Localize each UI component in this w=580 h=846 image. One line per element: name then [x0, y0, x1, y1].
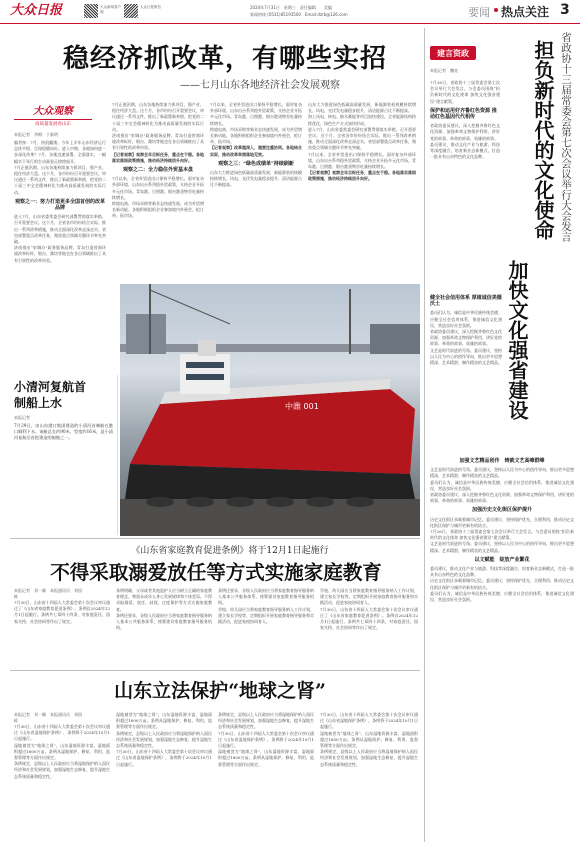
paragraph: 条例还要求，各级人民政府应当将家庭教育指导服务纳入基本公共服务体系，统筹建设家庭教育指导服务机构。	[218, 588, 314, 606]
paragraph: 条例还要求，各级人民政府应当将家庭教育指导服务纳入基本公共服务体系，统筹建设家庭教育指导服务机构。	[116, 612, 212, 631]
paragraph: 历史文化街区承载着城市记忆。委员建议，坚持保护优先、合理利用，推动历史文化街区保护与城市更新有机结合。	[430, 516, 574, 528]
lead-subhead: ——七月山东各地经济社会发展观察	[180, 80, 340, 91]
paragraph: 7月30日，山东省十四届人大常委会第十次会议审议通过《山东省湿地保护条例》，条例将于2024年10月1日起施行。	[116, 749, 212, 767]
law-byline: 本报记者 刘一颖 本报通讯员 刘国栋	[14, 588, 82, 599]
lead-column-3	[210, 102, 302, 282]
column-logo	[14, 102, 92, 126]
page-number: 3	[560, 2, 570, 18]
law-column-1	[14, 600, 110, 650]
app-label: 大众新闻客户端	[100, 5, 121, 14]
paragraph: 山东大力推进绿色低碳高质量发展，新能源装机规模持续增长，风电、光伏发电量稳步提升，清洁能源占比不断提高。	[308, 102, 416, 114]
earth-byline: 本报记者 刘一颖 本报通讯员 刘国栋	[14, 712, 82, 723]
paragraph: 文艺是时代前进的号角。委员建议，坚持以人民为中心的创作导向，推出更多思想精深、艺术精湛、制作精良的文艺精品。	[430, 467, 574, 479]
paragraph: 湿地被誉为“地球之肾”，山东湿地资源丰富，湿地面积超过1800万亩。条例从湿地保护、修复、利用、监督管理等方面作出规定。	[218, 749, 314, 767]
ship-byline: 本报记者	[14, 415, 30, 420]
law-column-4	[320, 588, 418, 650]
right-column-a	[430, 80, 500, 290]
quote: 【记者观察】观察全年目标任务，重点在于稳。各地落实落细政策措施，推动经济持续回升向好。	[112, 151, 204, 163]
subheading: 健全社会信用体系 厚植诚信美德沃土	[430, 295, 502, 308]
ship-illustration	[120, 284, 420, 536]
ship-hull-name: 中潍 001	[285, 402, 319, 411]
paragraph: 学校、幼儿园应当将家庭教育指导服务纳入工作计划，建立家长学校等，定期组织开展家庭教育指导服务和实践活动，促进家校协同育人。	[320, 588, 418, 606]
paragraph: 条例规定，县级以上人民政府应当将湿地保护纳入国民经济和社会发展规划，加强湿地生态修复，提升湿地生态系统质量和稳定性。	[218, 712, 314, 730]
paragraph: 文艺是时代前进的号角。委员建议，坚持以人民为中心的创作导向，推出更多思想精深、艺术精湛、制作精良的文艺精品。	[430, 541, 574, 553]
paragraph: 济南推出“泉城办”政务服务品牌，青岛打造营商环境改革标杆，烟台、潍坊等地也在各自领域推出了具有引领性的改革经验。	[14, 245, 106, 263]
paragraph: 条例规定，县级以上人民政府应当将湿地保护纳入国民经济和社会发展规划，加强湿地生态修复，提升湿地生态系统质量和稳定性。	[116, 730, 212, 749]
paragraph: 7月以来，全省外贸进出口保持平稳增长。面对复杂外部环境，山东出台系列稳外贸政策，支持企业开拓多元化市场。青岛港、日照港、烟台港货物吞吐量持续增长。	[308, 151, 416, 170]
paragraph: 7月正值汛期，山东各地持续加力抓项目、强产业，稳住经济大盘。这个月，各市纷纷召开重要会议，审议通过一系列文件，推出了新政策新举措，把党的二十届三中全会精神转化为推动高质量发展的实际行动。	[14, 164, 106, 195]
badge: 建言资政	[430, 46, 476, 60]
paragraph: 湿地被誉为“地球之肾”，山东湿地资源丰富，湿地面积超过1800万亩。条例从湿地保护、修复、利用、监督管理等方面作出规定。	[14, 742, 110, 761]
subheading: 保护和运用好齐鲁红色资源 推动红色基因代代相传	[430, 107, 497, 121]
ship-launch-photo	[120, 284, 420, 536]
divider	[10, 670, 420, 671]
observation-heading: 观察之一：努力打造更多全国首创的改革品牌	[14, 198, 105, 212]
logo: 大众日报	[10, 3, 63, 18]
lead-column-2	[112, 102, 204, 282]
column-logo-text: 大众观察	[33, 106, 73, 117]
lead-column-4	[308, 102, 416, 282]
contact-info: 新闻热线 (0531)85193500 Email:dzrb@126.com	[250, 12, 348, 17]
divider	[10, 538, 420, 539]
law-headline: 不得采取溺爱放任等方式实施家庭教育	[50, 561, 382, 584]
paragraph: 跨境电商、市场采购等新业态快速发展，成为外贸增长新动能。各地积极组织企业参加境内外展会，抢订单、拓市场。	[112, 201, 204, 219]
paragraph: 进入7月，山东省委常委会研究部署贯彻落实举措，召开重要会议。这个月，全省各市纷纷结合实际，推出一系列改革措施，推动全面深化改革走深走实。省里部署重点改革任务，聚焦重点领域关键环节率先突破。	[14, 214, 106, 245]
subheading: 加强文艺精品创作 铸就文艺高峰群峰	[459, 458, 545, 464]
earth-column-1	[14, 724, 110, 840]
paragraph: 7月26日，省政协十三届常委会第七次会议举行大会发言。与会委员围绕“担负新时代的文化使命 加快文化强省建设”建言献策。	[430, 80, 500, 104]
subheading: 加强历史文化街区保护提升	[471, 507, 532, 514]
law-column-3	[218, 588, 314, 650]
lead-headline: 稳经济抓改革，有哪些实招	[62, 44, 387, 74]
paragraph: 海上风电、核电、抽水蓄能等项目加快建设，全省能源结构持续优化，绿色生产方式加快形成。	[308, 114, 416, 126]
vertical-title-a: 省政协十三届常委会第七次会议举行大会发言	[560, 32, 572, 242]
paragraph: 湿地被誉为“地球之肾”，山东湿地资源丰富，湿地面积超过1800万亩。条例从湿地保护、修复、利用、监督管理等方面作出规定。	[116, 712, 212, 730]
paragraph: 历史文化街区承载着城市记忆。委员建议，坚持保护优先、合理利用，推动历史文化街区保护与城市更新有机结合。	[430, 578, 574, 590]
wechat-label: 大众日报微信	[140, 5, 161, 9]
paragraph: 省政协委员建议，深入挖掘齐鲁红色文化资源，加强革命文物保护利用，讲好党的故事、革命的故事、英雄的故事。	[430, 329, 502, 347]
right-byline: 本报记者 魏亮	[430, 68, 458, 73]
earth-column-3	[218, 712, 314, 840]
paragraph: 7月以来，全省外贸进出口保持平稳增长。面对复杂外部环境，山东出台系列稳外贸政策，支持企业开拓多元化市场。青岛港、日照港、烟台港货物吞吐量持续增长。	[210, 102, 302, 126]
quote: 【记者观察】观察全年目标任务，重点在于稳。各地落实落细政策措施，推动经济持续回升向好。	[308, 170, 416, 182]
ship-news-box	[10, 375, 118, 535]
column-divider	[424, 28, 425, 842]
subheading: 以文赋能 绽放产业繁花	[474, 556, 530, 563]
paragraph: 学校、幼儿园应当将家庭教育指导服务纳入工作计划，建立家长学校等，定期组织开展家庭教育指导服务和实践活动，促进家校协同育人。	[218, 606, 314, 625]
paragraph: 7月26日，省政协十三届常委会第七次会议举行大会发言。与会委员围绕“担负新时代的文化使命 加快文化强省建设”建言献策。	[430, 529, 574, 541]
paragraph: 湿地被誉为“地球之肾”，山东湿地资源丰富，湿地面积超过1800万亩。条例从湿地保护、修复、利用、监督管理等方面作出规定。	[320, 730, 418, 749]
ship-headline: 小清河复航首制船上水	[14, 380, 87, 410]
paragraph: 省政协委员建议，深入挖掘齐鲁红色文化资源，加强革命文物保护利用，讲好党的故事、革命的故事、英雄的故事。	[430, 492, 574, 504]
earth-column-4	[320, 712, 418, 840]
observation-heading: 观察之三：“绿色成绩单”持续刷新	[218, 160, 294, 167]
paragraph: 委员们认为，诚信是中华民族传统美德，应健全社会信用体系，推进诚信文化建设，营造良好社会氛围。	[430, 479, 574, 491]
section-divider	[494, 8, 498, 12]
masthead	[0, 0, 580, 24]
paragraph: 编者按：7月，热浪翻滚。今年上半年山东经济运行总体平稳、呈现稳健向好。进入中期，各地如何进一步深化改革？7月，各地迅速部署、全面落实，一幅幅实干笃行的生动画卷正徐徐展开。	[14, 140, 106, 164]
paragraph: 7月30日，山东省十四届人大常委会第十次会议审议通过《山东省湿地保护条例》，条例将于2024年10月1日起施行。	[218, 730, 314, 749]
paragraph: 山东大力推进绿色低碳高质量发展，新能源装机规模持续增长，风电、光伏发电量稳步提升，清洁能源占比不断提高。	[210, 170, 302, 188]
paragraph: 委员们认为，诚信是中华民族传统美德，应健全社会信用体系，推进诚信文化建设，营造良好社会氛围。	[430, 590, 574, 603]
paragraph: 7月正值汛期，山东各地持续加力抓项目、强产业，稳住经济大盘。这个月，各市纷纷召开重要会议，审议通过一系列文件，推出了新政策新举措，把党的二十届三中全会精神转化为推动高质量发展的实际行动。	[112, 102, 204, 132]
paragraph: 7月以来，全省外贸进出口保持平稳增长。面对复杂外部环境，山东出台系列稳外贸政策，支持企业开拓多元化市场。青岛港、日照港、烟台港货物吞吐量持续增长。	[112, 176, 204, 200]
lead-column-1	[14, 140, 106, 372]
right-column-c	[430, 455, 574, 840]
section-name: 要闻	[468, 6, 490, 19]
column-logo-sub: 高质量发展看山东	[14, 119, 92, 127]
law-column-2	[116, 588, 212, 650]
paragraph: 进入7月，山东省委常委会研究部署贯彻落实举措，召开重要会议。这个月，全省各市纷纷结合实际，推出一系列改革措施，推动全面深化改革走深走实。省里部署重点改革任务，聚焦重点领域关键环节率先突破。	[308, 126, 416, 151]
paragraph: 省政协委员建议，深入挖掘齐鲁红色文化资源，加强革命文物保护利用，讲好党的故事、革命的故事、英雄的故事。	[430, 123, 500, 141]
right-column-b	[430, 292, 502, 452]
paragraph: 7月30日，山东省十四届人大常委会第十次会议审议通过了《山东省家庭教育促进条例》。条例自2024年12月1日起施行。条例共七章四十四条，对家庭责任、国家支持、社会协同等作出了规定。	[320, 606, 418, 631]
paragraph: 济南推出“泉城办”政务服务品牌，青岛打造营商环境改革标杆，烟台、潍坊等地也在各自领域推出了具有引领性的改革经验。	[112, 133, 204, 151]
earth-column-2	[116, 712, 212, 840]
paragraph: 委员们认为，诚信是中华民族传统美德，应健全社会信用体系，推进诚信文化建设，营造良好社会氛围。	[430, 310, 502, 328]
ship-caption: 7月29日，由山东港口集团建造的小清河首制船在港口顺利下水。该船总长约90米，型宽约16米，是小清河复航后首批建造的船舶之一。	[14, 422, 113, 441]
qr-code-icon	[124, 4, 138, 18]
paragraph: 7月30日，山东省十四届人大常委会第十次会议审议通过《山东省湿地保护条例》，条例将于2024年10月1日起施行。	[320, 712, 418, 730]
paragraph: 条例明确，父母或者其他监护人应当树立正确的家庭教育理念，尊重未成年人身心发展规律和个体差异，不得采取溺爱、放任、歧视、过度保护等方式实施家庭教育。	[116, 588, 212, 612]
lead-byline: 本报记者 李梅 于新明	[14, 132, 58, 137]
paragraph: 委员建议，推动文化产业与旅游、科技等深度融合，培育新业态新模式，打造一批具有山东特色的文化品牌。	[430, 141, 500, 160]
observation-heading: 观察之二：全力稳住外贸基本盘	[122, 167, 193, 174]
paragraph: 文艺是时代前进的号角。委员建议，坚持以人民为中心的创作导向，推出更多思想精深、艺术精湛、制作精良的文艺精品。	[430, 347, 502, 366]
paragraph: 7月30日，山东省十四届人大常委会第十次会议审议通过了《山东省家庭教育促进条例》。条例自2024年12月1日起施行。条例共七章四十四条，对家庭责任、国家支持、社会协同等作出了规定。	[14, 600, 110, 624]
law-kicker: 《山东省家庭教育促进条例》将于12月1日起施行	[131, 546, 329, 556]
vertical-title-c: 加快文化强省建设	[505, 260, 529, 420]
paragraph: 7月30日，山东省十四届人大常委会第十次会议审议通过《山东省湿地保护条例》，条例将于2024年10月1日起施行。	[14, 724, 110, 742]
quote: 【记者观察】改革越深入，越要注重协同。各地结合实际，推动改革举措落地见效。	[210, 145, 302, 157]
issue-info: 2024年7月31日 星期三 责任编辑 美编	[250, 5, 332, 10]
qr-code-icon	[84, 4, 98, 18]
paragraph: 条例规定，县级以上人民政府应当将湿地保护纳入国民经济和社会发展规划，加强湿地生态修复，提升湿地生态系统质量和稳定性。	[14, 761, 110, 779]
vertical-title-b: 担负新时代的文化使命	[531, 40, 555, 240]
paragraph: 条例规定，县级以上人民政府应当将湿地保护纳入国民经济和社会发展规划，加强湿地生态修复，提升湿地生态系统质量和稳定性。	[320, 749, 418, 767]
paragraph: 跨境电商、市场采购等新业态快速发展，成为外贸增长新动能。各地积极组织企业参加境内外展会，抢订单、拓市场。	[210, 126, 302, 145]
paragraph: 委员建议，推动文化产业与旅游、科技等深度融合，培育新业态新模式，打造一批具有山东特色的文化品牌。	[430, 566, 574, 578]
earth-headline: 山东立法保护“地球之肾”	[114, 680, 326, 702]
section-title: 热点关注	[501, 5, 550, 19]
